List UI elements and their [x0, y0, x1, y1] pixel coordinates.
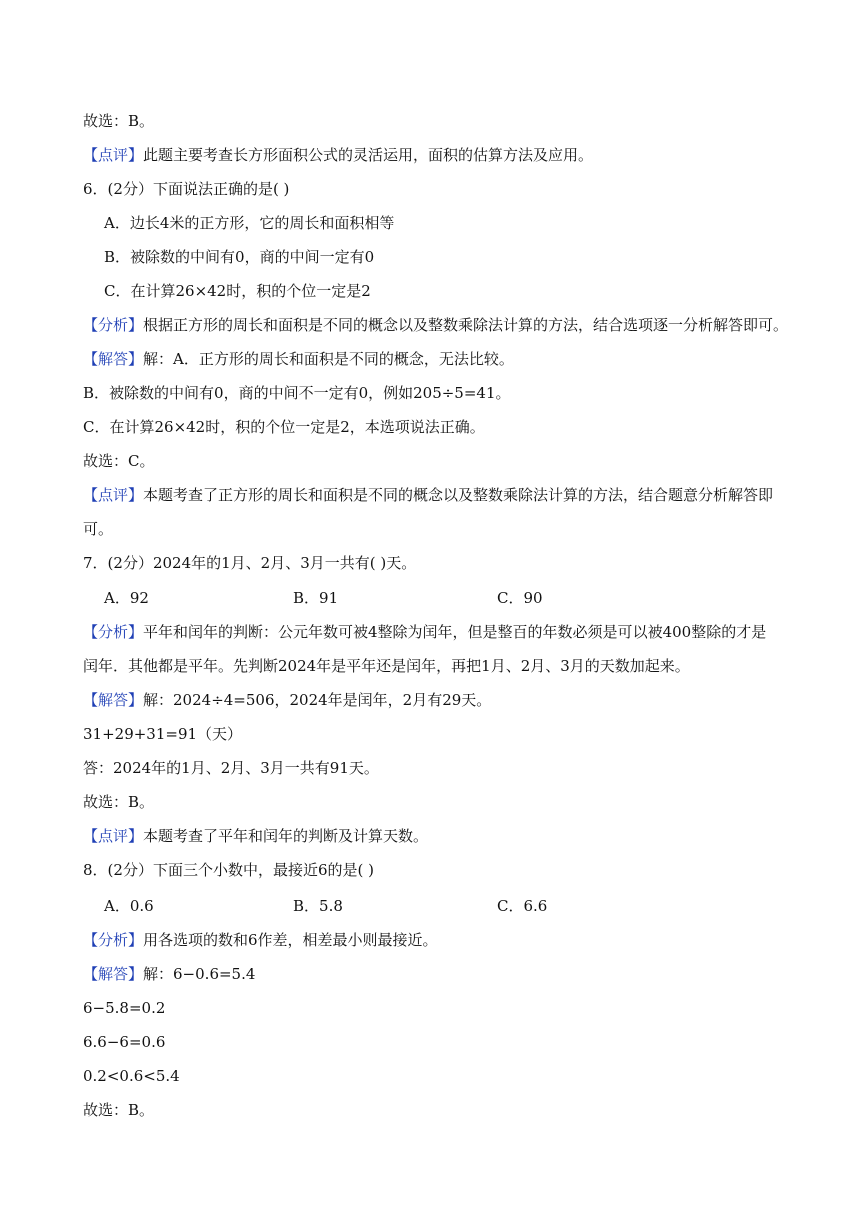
comment-tag: 【点评】 — [83, 827, 144, 845]
answer-tag: 【解答】 — [83, 965, 144, 983]
q7-option-c: C．90 — [497, 589, 543, 607]
q7-answer — [83, 690, 818, 710]
q7-option-a: A．92 — [104, 589, 149, 607]
comment-text: 本题考查了正方形的周长和面积是不同的概念以及整数乘除法计算的方法，结合题意分析解答即 — [143, 486, 774, 504]
q6-option-b: B．被除数的中间有0，商的中间一定有0 — [104, 248, 375, 266]
q8-analysis — [83, 930, 818, 950]
q6-comment — [83, 485, 818, 505]
q7-analysis — [83, 622, 818, 642]
answer-tag: 【解答】 — [83, 691, 144, 709]
q8-answer — [83, 964, 818, 984]
q6-answer-c: C．在计算26×42时，积的个位一定是2，本选项说法正确。 — [83, 418, 485, 436]
q6-option-a: A．边长4米的正方形，它的周长和面积相等 — [104, 214, 395, 232]
q7-answer-statement: 答：2024年的1月、2月、3月一共有91天。 — [83, 759, 379, 777]
comment-tag: 【点评】 — [83, 486, 144, 504]
answer-text: 解：6−0.6=5.4 — [143, 965, 256, 983]
q6-stem: 6．(2分）下面说法正确的是( ) — [83, 180, 290, 198]
q7-stem: 7．(2分）2024年的1月、2月、3月一共有( )天。 — [83, 554, 417, 572]
q6-choice: 故选：C。 — [83, 452, 155, 470]
q5-choice: 故选：B。 — [83, 112, 155, 130]
analysis-text: 根据正方形的周长和面积是不同的概念以及整数乘除法计算的方法，结合选项逐一分析解答即可。 — [143, 316, 789, 334]
analysis-text: 用各选项的数和6作差，相差最小则最接近。 — [143, 931, 438, 949]
q6-option-c: C．在计算26×42时，积的个位一定是2 — [104, 282, 371, 300]
q6-answer — [83, 349, 818, 369]
q7-calc: 31+29+31=91（天） — [83, 725, 243, 743]
q6-comment-cont: 可。 — [83, 520, 114, 538]
q8-stem: 8．(2分）下面三个小数中，最接近6的是( ) — [83, 861, 374, 879]
q8-calc-1: 6−5.8=0.2 — [83, 999, 166, 1017]
q8-calc-2: 6.6−6=0.6 — [83, 1033, 166, 1051]
q8-option-b: B．5.8 — [293, 897, 343, 915]
analysis-tag: 【分析】 — [83, 316, 144, 334]
q5-comment — [83, 145, 818, 165]
q7-choice: 故选：B。 — [83, 793, 155, 811]
q8-compare: 0.2<0.6<5.4 — [83, 1067, 180, 1085]
q7-option-b: B．91 — [293, 589, 339, 607]
q7-analysis-cont: 闰年．其他都是平年。先判断2024年是平年还是闰年，再把1月、2月、3月的天数加起来。 — [83, 657, 690, 675]
analysis-tag: 【分析】 — [83, 623, 144, 641]
q8-option-c: C．6.6 — [497, 897, 548, 915]
q8-choice: 故选：B。 — [83, 1101, 155, 1119]
answer-text: 解：A．正方形的周长和面积是不同的概念，无法比较。 — [143, 350, 514, 368]
q6-answer-b: B．被除数的中间有0，商的中间不一定有0，例如205÷5=41。 — [83, 384, 511, 402]
q6-analysis — [83, 315, 818, 335]
analysis-tag: 【分析】 — [83, 931, 144, 949]
comment-text: 本题考查了平年和闰年的判断及计算天数。 — [143, 827, 429, 845]
answer-tag: 【解答】 — [83, 350, 144, 368]
answer-text: 解：2024÷4=506，2024年是闰年，2月有29天。 — [143, 691, 492, 709]
analysis-text: 平年和闰年的判断：公元年数可被4整除为闰年，但是整百的年数必须是可以被400整除的才是 — [143, 623, 767, 641]
q7-comment — [83, 826, 818, 846]
q8-option-a: A．0.6 — [104, 897, 154, 915]
comment-tag: 【点评】 — [83, 146, 144, 164]
comment-text: 此题主要考查长方形面积公式的灵活运用，面积的估算方法及应用。 — [143, 146, 594, 164]
